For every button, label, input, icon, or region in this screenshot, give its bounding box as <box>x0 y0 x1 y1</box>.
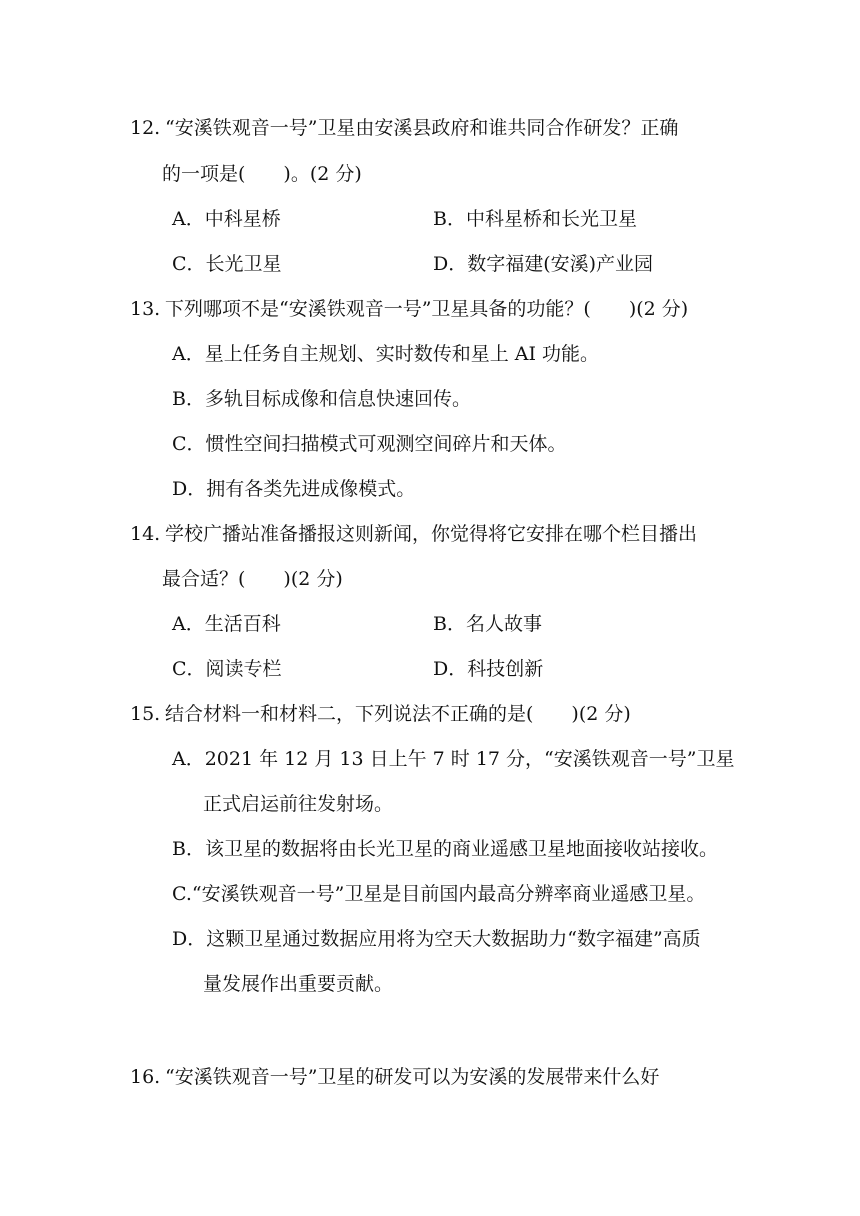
question-stem-line: 最合适？( )(2 分) <box>162 568 343 590</box>
question-stem-line: “安溪铁观音一号”卫星的研发可以为安溪的发展带来什么好 <box>165 1066 660 1088</box>
question-number: 14. <box>130 523 161 545</box>
option-d[interactable]: D．科技创新 <box>433 658 544 680</box>
option-a[interactable]: A．生活百科 <box>172 613 281 635</box>
option-d-continued: 量发展作出重要贡献。 <box>203 973 394 995</box>
question-stem-line: “安溪铁观音一号”卫星由安溪县政府和谁共同合作研发？正确 <box>165 117 679 139</box>
option-c[interactable]: C．长光卫星 <box>172 253 282 275</box>
option-d[interactable]: D．这颗卫星通过数据应用将为空天大数据助力“数字福建”高质 <box>172 928 701 950</box>
option-b[interactable]: B．中科星桥和长光卫星 <box>433 208 637 230</box>
option-d[interactable]: D．数字福建(安溪)产业园 <box>433 253 654 275</box>
question-number: 13. <box>130 298 161 320</box>
question-stem-line: 学校广播站准备播报这则新闻，你觉得将它安排在哪个栏目播出 <box>165 523 698 545</box>
option-c[interactable]: C．阅读专栏 <box>172 658 282 680</box>
option-c[interactable]: C．惯性空间扫描模式可观测空间碎片和天体。 <box>172 433 567 455</box>
option-a[interactable]: A．星上任务自主规划、实时数传和星上 AI 功能。 <box>172 343 600 365</box>
question-stem-line: 结合材料一和材料二，下列说法不正确的是( )(2 分) <box>165 703 631 725</box>
question-number: 12. <box>130 117 161 139</box>
question-stem-line: 的一项是( )。(2 分) <box>162 163 362 185</box>
option-a[interactable]: A．中科星桥 <box>172 208 281 230</box>
option-a-continued: 正式启运前往发射场。 <box>203 793 394 815</box>
option-a[interactable]: A．2021 年 12 月 13 日上午 7 时 17 分，“安溪铁观音一号”卫星 <box>172 748 735 770</box>
option-d[interactable]: D．拥有各类先进成像模式。 <box>172 478 416 500</box>
option-c[interactable]: C.“安溪铁观音一号”卫星是目前国内最高分辨率商业遥感卫星。 <box>172 883 706 905</box>
option-b[interactable]: B．该卫星的数据将由长光卫星的商业遥感卫星地面接收站接收。 <box>172 838 718 860</box>
option-b[interactable]: B．多轨目标成像和信息快速回传。 <box>172 388 471 410</box>
question-number: 15. <box>130 703 161 725</box>
question-number: 16. <box>130 1066 161 1088</box>
question-stem-line: 下列哪项不是“安溪铁观音一号”卫星具备的功能？( )(2 分) <box>165 298 689 320</box>
option-b[interactable]: B．名人故事 <box>433 613 542 635</box>
